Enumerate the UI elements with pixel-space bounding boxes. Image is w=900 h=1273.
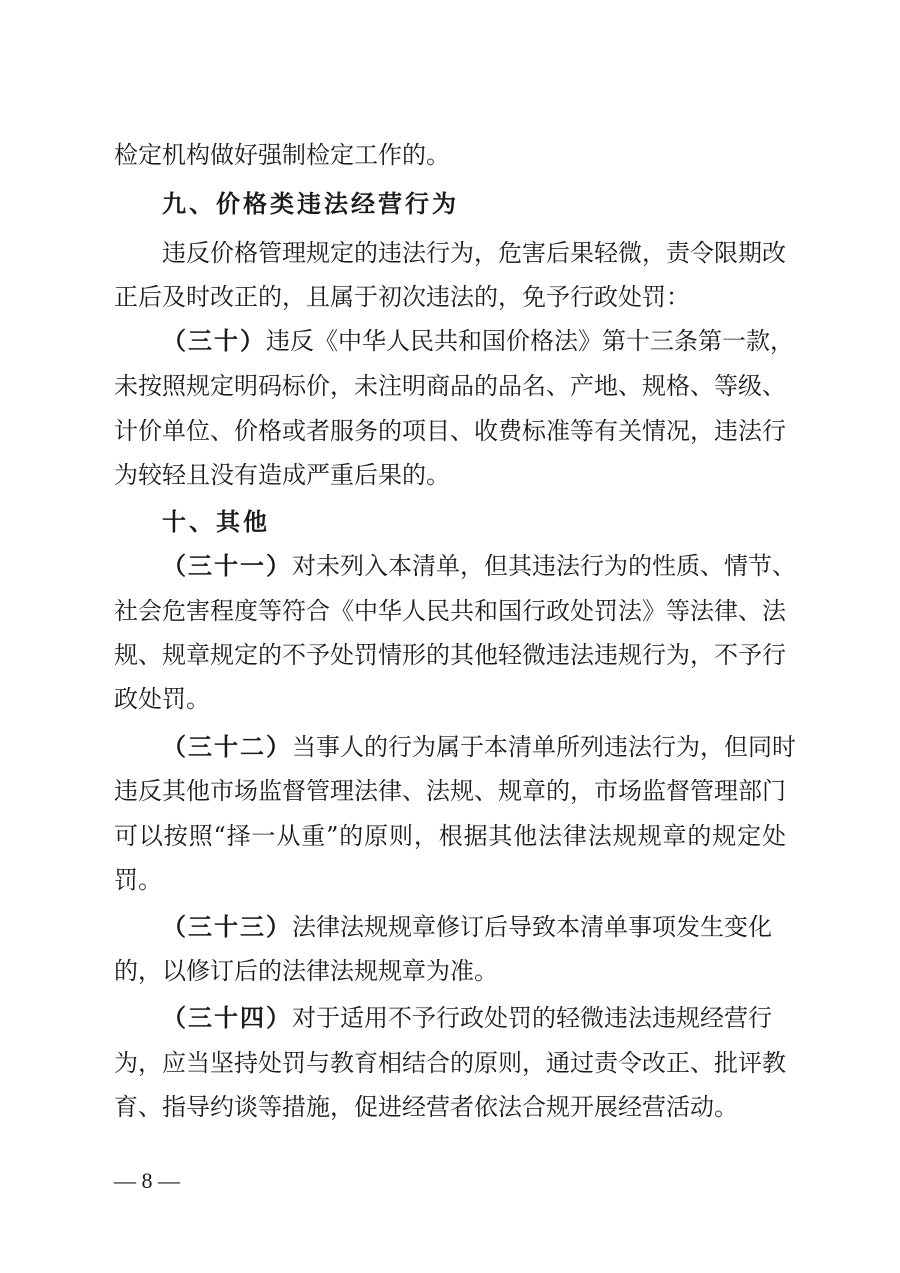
item-text: 对未列入本清单，但其违法行为的性质、情节、 (292, 552, 796, 580)
text-line (114, 596, 786, 626)
item-number: （三十二） (162, 733, 292, 761)
text-line (114, 640, 786, 670)
item-number: （三十） (162, 327, 266, 355)
item-text: 对于适用不予行政处罚的轻微违法违规经营行 (292, 1004, 772, 1032)
paragraph-text: 规、规章规定的不予处罚情形的其他轻微违法违规行为，不予行 (114, 641, 786, 669)
paragraph-text: 为，应当坚持处罚与教育相结合的原则，通过责令改正、批评教 (114, 1049, 786, 1077)
paragraph-text: 违反价格管理规定的违法行为，危害后果轻微，责令限期改 (162, 239, 786, 267)
item-text: 违反《中华人民共和国价格法》第十三条第一款， (266, 327, 794, 355)
text-line (114, 865, 786, 895)
item-number: （三十四） (162, 1004, 292, 1032)
section-heading-text: 十、其他 (162, 508, 270, 536)
text-line (114, 238, 786, 268)
list-item-33 (114, 912, 786, 942)
text-line (114, 821, 786, 851)
list-item-31 (114, 551, 796, 581)
paragraph-text: 的，以修订后的法律法规规章为准。 (114, 957, 498, 985)
text-line (114, 371, 786, 401)
paragraph-text: 未按照规定明码标价，未注明商品的品名、产地、规格、等级、 (114, 372, 786, 400)
item-text: 当事人的行为属于本清单所列违法行为，但同时 (292, 733, 796, 761)
text-line (114, 460, 786, 490)
paragraph-text: 罚。 (114, 866, 162, 894)
page-number: — 8 — (114, 1168, 180, 1193)
item-number: （三十一） (162, 552, 292, 580)
item-number: （三十三） (162, 913, 292, 941)
item-text: 法律法规规章修订后导致本清单事项发生变化 (292, 913, 772, 941)
section-heading-price (114, 189, 786, 219)
text-line (114, 684, 786, 714)
text-line (114, 776, 786, 806)
paragraph-text: 计价单位、价格或者服务的项目、收费标准等有关情况，违法行 (114, 417, 786, 445)
text-line (114, 1048, 786, 1078)
paragraph-text: 正后及时改正的，且属于初次违法的，免予行政处罚： (114, 283, 690, 311)
text-line (114, 416, 786, 446)
list-item-30 (114, 326, 794, 356)
list-item-32 (114, 732, 796, 762)
text-line (114, 282, 786, 312)
paragraph-text: 社会危害程度等符合《中华人民共和国行政处罚法》等法律、法 (114, 597, 786, 625)
paragraph-text: 为较轻且没有造成严重后果的。 (114, 461, 450, 489)
paragraph-text: 育、指导约谈等措施，促进经营者依法合规开展经营活动。 (114, 1093, 738, 1121)
section-heading-other (114, 507, 786, 537)
paragraph-text: 检定机构做好强制检定工作的。 (114, 141, 450, 169)
text-line (114, 140, 786, 170)
section-heading-text: 九、价格类违法经营行为 (162, 190, 459, 218)
paragraph-text: 可以按照“择一从重”的原则，根据其他法律法规规章的规定处 (114, 822, 786, 850)
text-line (114, 956, 786, 986)
paragraph-text: 违反其他市场监督管理法律、法规、规章的，市场监督管理部门 (114, 777, 786, 805)
paragraph-text: 政处罚。 (114, 685, 210, 713)
list-item-34 (114, 1003, 786, 1033)
text-line (114, 1092, 786, 1122)
